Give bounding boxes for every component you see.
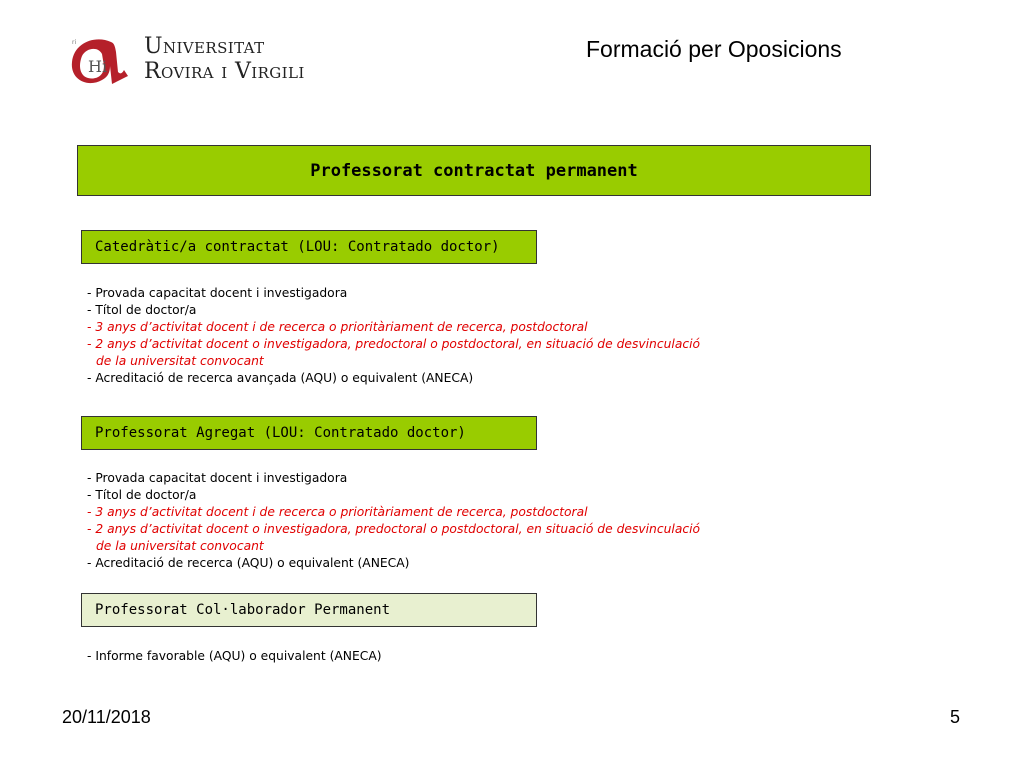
list-item: - Informe favorable (AQU) o equivalent (ANECA) <box>87 649 382 663</box>
section-label-collaborador: Professorat Col·laborador Permanent <box>81 593 537 627</box>
list-item: de la universitat convocant <box>96 539 264 553</box>
presentation-title: Formació per Oposicions <box>586 36 842 62</box>
section-list-collaborador <box>87 648 382 665</box>
section-label-catedratic: Catedràtic/a contractat (LOU: Contratado doctor) <box>81 230 537 264</box>
list-item: - Títol de doctor/a <box>87 303 197 317</box>
list-item: - Provada capacitat docent i investigadora <box>87 471 348 485</box>
list-item: - Títol de doctor/a <box>87 488 197 502</box>
section-list-agregat <box>87 470 700 572</box>
urv-emblem-icon <box>66 30 146 90</box>
list-item: - 2 anys d’activitat docent o investigadora, predoctoral o postdoctoral, en situació de desvinculació <box>87 522 701 536</box>
list-item: - Acreditació de recerca (AQU) o equivalent (ANECA) <box>87 556 410 570</box>
svg-text:ri: ri <box>72 39 77 46</box>
svg-text:Hi: Hi <box>88 57 108 76</box>
list-item: - Provada capacitat docent i investigadora <box>87 286 348 300</box>
logo-line1: Universitat <box>144 34 265 59</box>
list-item: - Acreditació de recerca avançada (AQU) o equivalent (ANECA) <box>87 371 474 385</box>
section-list-catedratic <box>87 285 700 387</box>
main-title: Professorat contractat permanent <box>77 145 871 196</box>
list-item: de la universitat convocant <box>96 354 264 368</box>
list-item: - 2 anys d’activitat docent o investigadora, predoctoral o postdoctoral, en situació de desvinculació <box>87 337 701 351</box>
list-item: - 3 anys d’activitat docent i de recerca o prioritàriament de recerca, postdoctoral <box>87 320 588 334</box>
section-label-agregat: Professorat Agregat (LOU: Contratado doctor) <box>81 416 537 450</box>
page-number: 5 <box>950 707 961 727</box>
list-item: - 3 anys d’activitat docent i de recerca o prioritàriament de recerca, postdoctoral <box>87 505 588 519</box>
logo-line2: Rovira i Virgili <box>144 59 305 84</box>
university-name <box>144 34 305 84</box>
footer-date: 20/11/2018 <box>62 707 151 727</box>
